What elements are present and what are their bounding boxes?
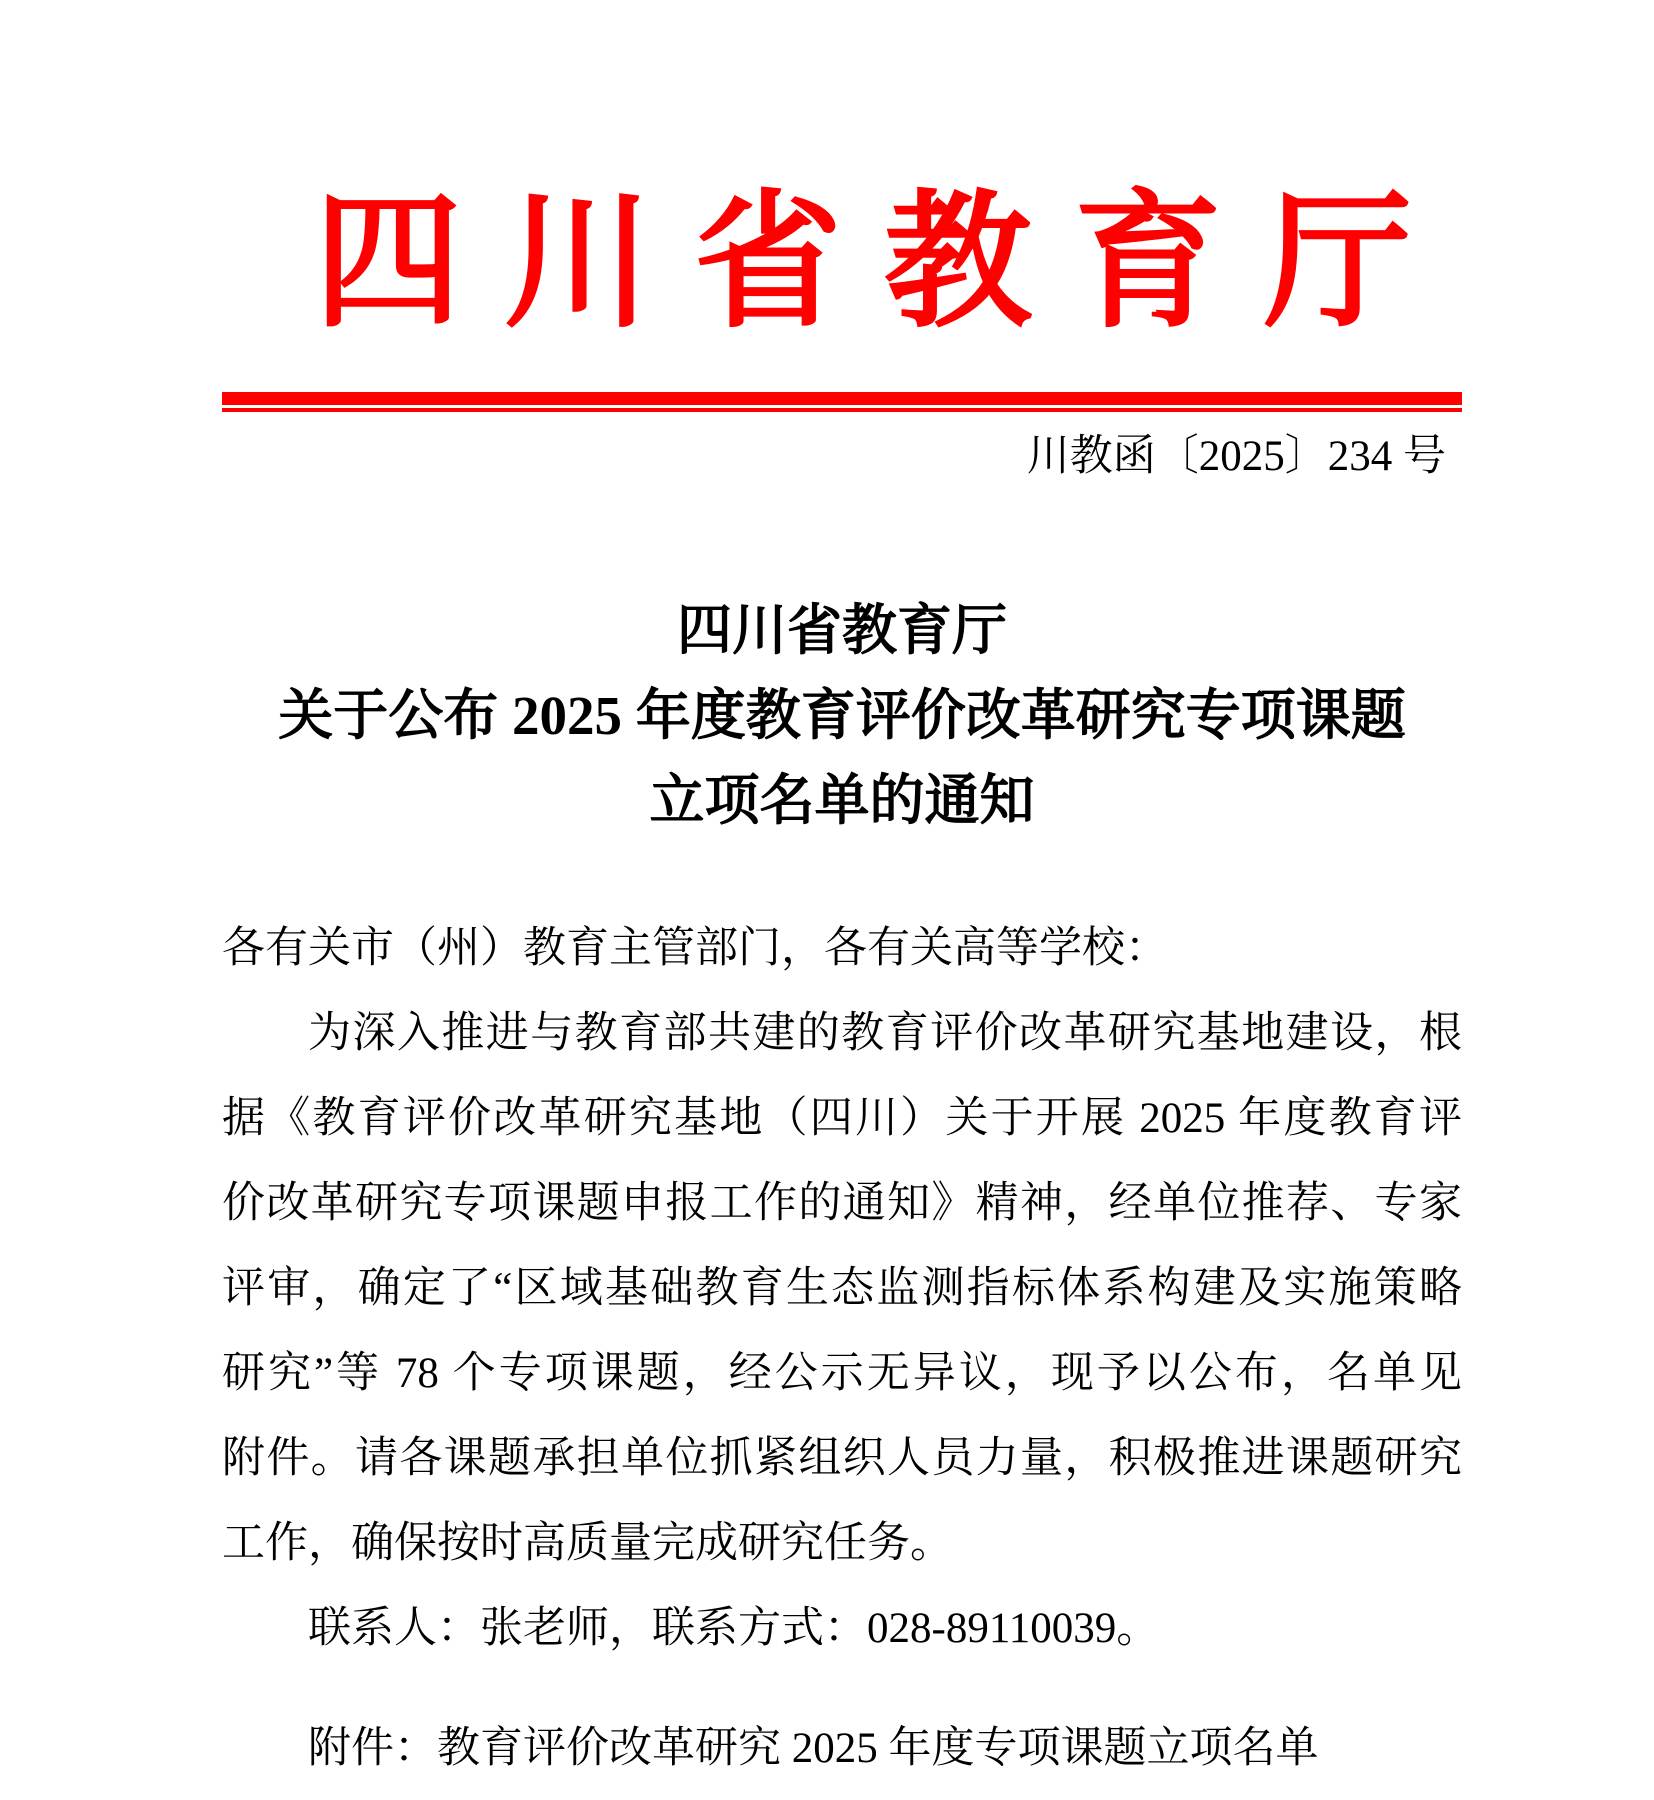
paragraph-line: 工作，确保按时高质量完成研究任务。 xyxy=(222,1520,953,1567)
paragraph-line: 研究”等 78 个专项课题，经公示无异议，现予以公布，名单见 xyxy=(222,1350,1462,1397)
doc-number: 川教函〔2025〕234 号 xyxy=(1026,433,1446,480)
contact-line: 联系人：张老师，联系方式：028-89110039。 xyxy=(308,1605,1160,1652)
salutation-line: 各有关市（州）教育主管部门，各有关高等学校： xyxy=(222,925,1168,972)
doc-body xyxy=(222,906,1462,1791)
paragraph-line: 为深入推进与教育部共建的教育评价改革研究基地建设，根 xyxy=(308,1010,1462,1057)
paragraph-line: 据《教育评价改革研究基地（四川）关于开展 2025 年度教育评 xyxy=(222,1095,1462,1142)
red-separator-rule xyxy=(222,392,1462,412)
rule-thin-line xyxy=(222,408,1462,412)
doc-title-line-2: 关于公布 2025 年度教育评价改革研究专项课题 xyxy=(278,685,1406,746)
rule-thick-line xyxy=(222,392,1462,405)
agency-name: 四川省教育厅 xyxy=(314,182,1454,346)
doc-title-line-1: 四川省教育厅 xyxy=(676,600,1007,661)
paragraph-line: 附件。请各课题承担单位抓紧组织人员力量，积极推进课题研究 xyxy=(222,1435,1462,1482)
paragraph-line: 评审，确定了“区域基础教育生态监测指标体系构建及实施策略 xyxy=(222,1265,1462,1312)
paragraph-line: 价改革研究专项课题申报工作的通知》精神，经单位推荐、专家 xyxy=(222,1180,1462,1227)
doc-title xyxy=(222,588,1462,843)
doc-title-line-3: 立项名单的通知 xyxy=(649,770,1035,831)
attachment-line: 附件：教育评价改革研究 2025 年度专项课题立项名单 xyxy=(308,1725,1319,1772)
